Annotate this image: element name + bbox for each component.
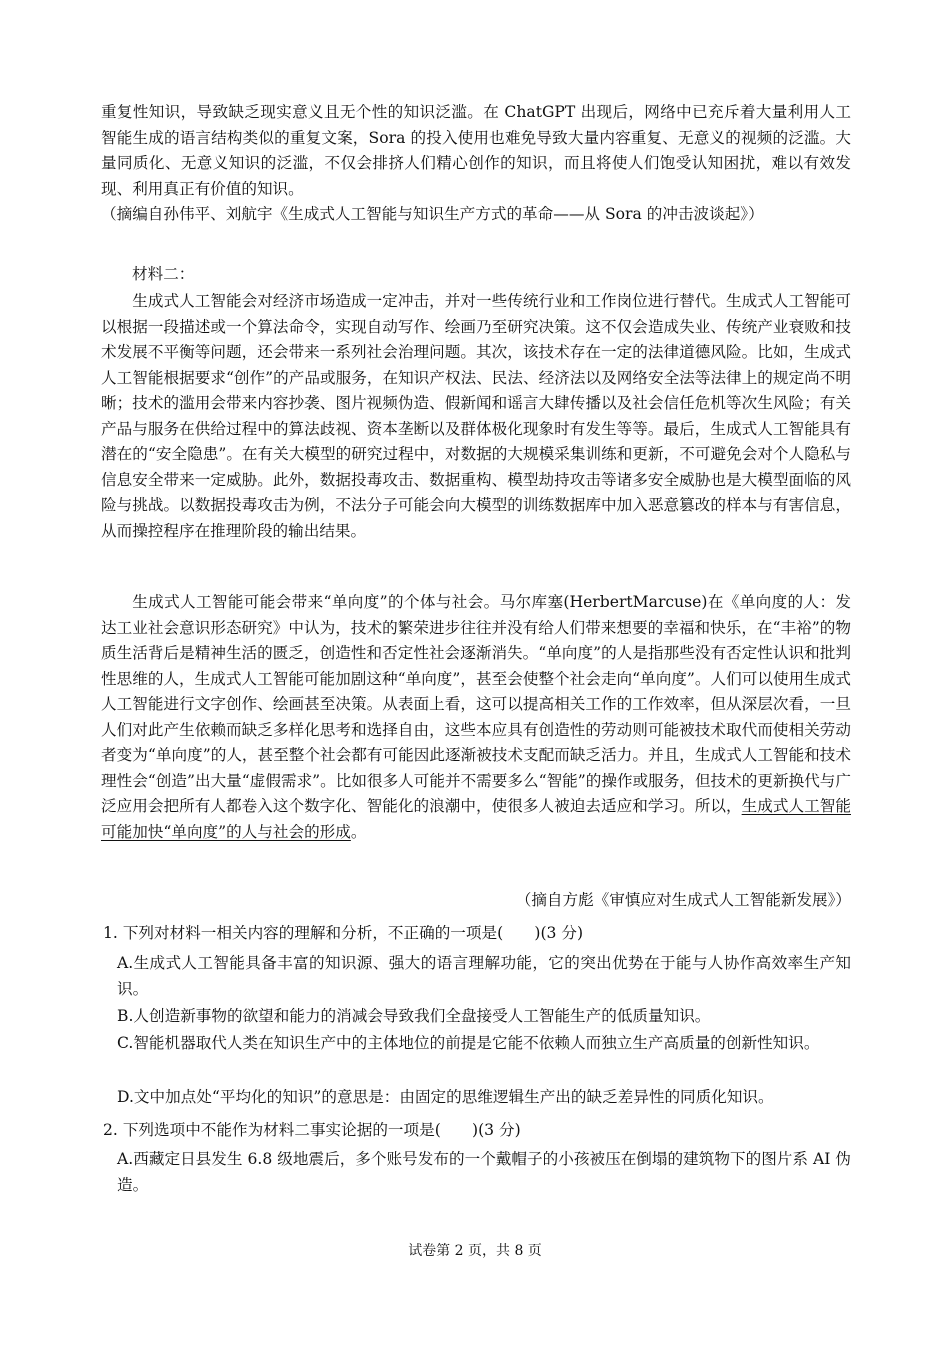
paragraph-2-text: 生成式人工智能可能会带来“单向度”的个体与社会。马尔库塞(HerbertMarcuse)在《单向度的人：发达工业社会意识形态研究》中认为，技术的繁荣进步往往并没有给人们带来想要的幸福和快乐，在“丰裕”的物质生活背后是精神生活的匮乏，创造性和否定性社会逐渐消失。“单向度”的人是指那些没有否定性认识和批判性思维的人，生成式人工智能可能加剧这种“单向度”，甚至会使整个社会走向“单向度”。人们可以使用生成式人工智能进行文字创作、绘画甚至决策。从表面上看，这可以提高相关工作的工作效率，但从深层次看，一旦人们对此产生依赖而缺乏多样化思考和选择自由，这些本应具有创造性的劳动则可能被技术取代而使相关劳动者变为“单向度”的人，甚至整个社会都有可能因此逐渐被技术支配而缺乏活力。并且，生成式人工智能和技术理性会“创造”出大量“虚假需求”。比如很多人可能并不需要多么“智能”的操作或服务，但技术的更新换代与广泛应用会把所有人都卷入这个数字化、智能化的浪潮中，使很多人被迫去适应和学习。所以， — [101, 593, 851, 815]
material-one-tail-paragraph: 重复性知识，导致缺乏现实意义且无个性的知识泛滥。在 ChatGPT 出现后，网络中已充斥着大量利用人工智能生成的语言结构类似的重复文案，Sora 的投入使用也难免导致大量内容重复、无意义的视频的泛滥。大量同质化、无意义知识的泛滥，不仅会排挤人们精心创作的知识，而且将使人们饱受认知困扰，难以有效发现、利用真正有价值的知识。 — [101, 103, 851, 198]
question-1-option-a: A.生成式人工智能具备丰富的知识源、强大的语言理解功能，它的突出优势在于能与人协作高效率生产知识。 — [117, 954, 851, 998]
material-two-paragraph-2 — [101, 590, 851, 845]
question-1-option-d: D.文中加点处“平均化的知识”的意思是：由固定的思维逻辑生产出的缺乏差异性的同质化知识。 — [117, 1088, 774, 1106]
question-1-stem: 1. 下列对材料一相关内容的理解和分析，不正确的一项是( )(3 分) — [103, 924, 584, 942]
question-2-option-a: A.西藏定日县发生 6.8 级地震后，多个账号发布的一个戴帽子的小孩被压在倒塌的建筑物下的图片系 AI 伪造。 — [117, 1150, 851, 1194]
page-footer: 试卷第 2 页，共 8 页 — [408, 1243, 542, 1259]
material-two-heading: 材料二： — [132, 265, 195, 283]
material-two-paragraph-1: 生成式人工智能会对经济市场造成一定冲击，并对一些传统行业和工作岗位进行替代。生成式人工智能可以根据一段描述或一个算法命令，实现自动写作、绘画乃至研究决策。这不仅会造成失业、传统产业衰败和技术发展不平衡等问题，还会带来一系列社会治理问题。其次，该技术存在一定的法律道德风险。比如，生成式人工智能根据要求“创作”的产品或服务，在知识产权法、民法、经济法以及网络安全法等法律上的规定尚不明晰；技术的滥用会带来内容抄袭、图片视频伪造、假新闻和谣言大肆传播以及社会信任危机等次生风险；有关产品与服务在供给过程中的算法歧视、资本垄断以及群体极化现象时有发生等等。最后，生成式人工智能具有潜在的“安全隐患”。在有关大模型的研究过程中，对数据的大规模采集训练和更新，不可避免会对个人隐私与信息安全带来一定威胁。此外，数据投毒攻击、数据重构、模型劫持攻击等诸多安全威胁也是大模型面临的风险与挑战。以数据投毒攻击为例，不法分子可能会向大模型的训练数据库中加入恶意篡改的样本与有害信息，从而操控程序在推理阶段的输出结果。 — [101, 292, 851, 540]
question-1-option-c: C.智能机器取代人类在知识生产中的主体地位的前提是它能不依赖人而独立生产高质量的创新性知识。 — [117, 1034, 820, 1052]
underlined-sentence: 生成式人工智能可能加快“单向度”的人与社会的形成 — [101, 797, 851, 841]
paragraph-2-end: 。 — [350, 822, 367, 841]
question-1-option-b: B.人创造新事物的欲望和能力的消减会导致我们全盘接受人工智能生产的低质量知识。 — [117, 1007, 711, 1025]
question-2-stem: 2. 下列选项中不能作为材料二事实论据的一项是( )(3 分) — [103, 1121, 521, 1139]
material-one-source: （摘编自孙伟平、刘航宇《生成式人工智能与知识生产方式的革命——从 Sora 的冲击波谈起》） — [101, 205, 764, 223]
material-two-source: （摘自方彪《审慎应对生成式人工智能新发展》） — [515, 891, 851, 909]
